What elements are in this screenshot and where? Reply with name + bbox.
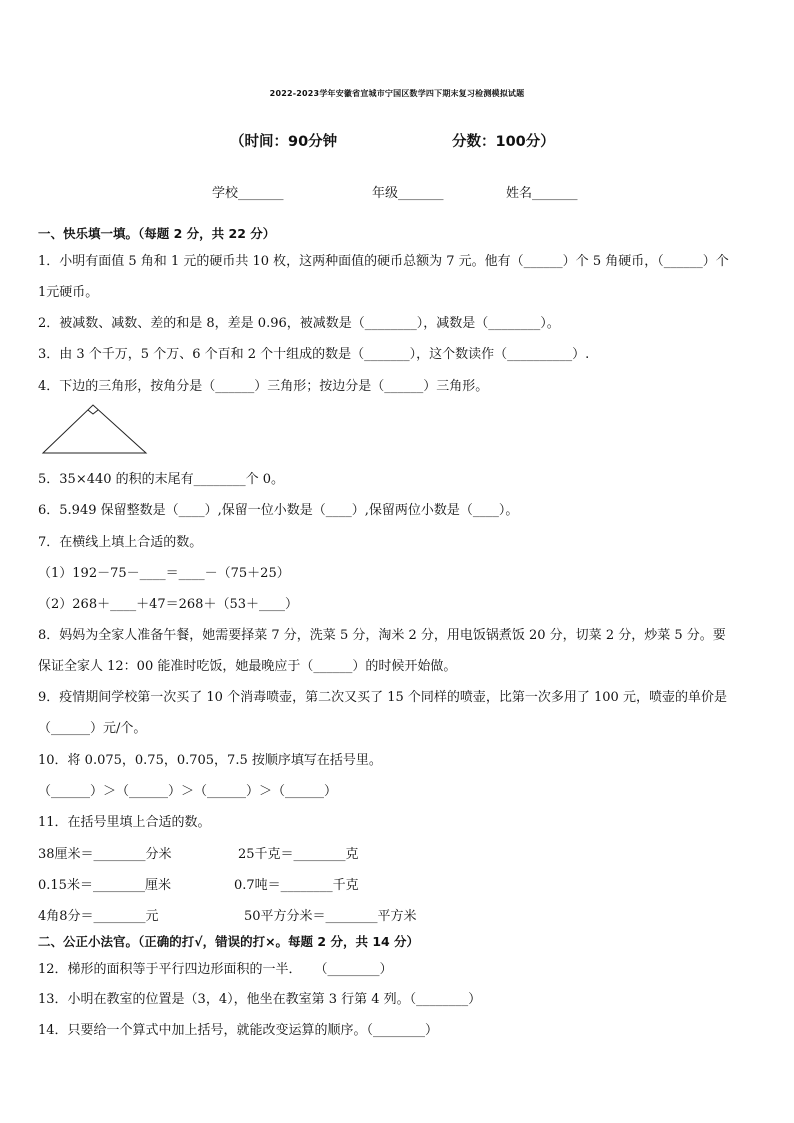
school-field: 学校_______ xyxy=(212,186,284,201)
question-6: 6．5.949 保留整数是（____）,保留一位小数是（____）,保留两位小数是（____）。 xyxy=(38,503,519,518)
question-11-item-3a: 4角8分＝________元 xyxy=(38,909,159,924)
question-11-item-2b: 0.7吨＝________千克 xyxy=(234,878,359,893)
question-13: 13．小明在教室的位置是（3，4），他坐在教室第 3 行第 4 列。（________） xyxy=(38,992,482,1007)
question-5: 5．35×440 的积的末尾有________个 0。 xyxy=(38,472,285,487)
question-14: 14．只要给一个算式中加上括号，就能改变运算的顺序。（________） xyxy=(38,1023,439,1038)
exam-time: （时间：90分钟 xyxy=(230,134,338,150)
section-1-heading: 一、快乐填一填。（每题 2 分，共 22 分） xyxy=(38,226,276,241)
grade-field: 年级_______ xyxy=(372,186,444,201)
question-12: 12．梯形的面积等于平行四边形面积的一半． （________） xyxy=(38,962,393,977)
page-title: 2022-2023学年安徽省宣城市宁国区数学四下期末复习检测模拟试题 xyxy=(269,89,525,98)
question-11-item-1b: 25千克＝________克 xyxy=(238,847,359,862)
question-9-line-1: 9．疫情期间学校第一次买了 10 个消毒喷壶，第二次又买了 15 个同样的喷壶，比第一次多用了 100 元，喷壶的单价是 xyxy=(38,690,727,705)
question-11-item-1a: 38厘米＝________分米 xyxy=(38,847,172,862)
question-11-item-2a: 0.15米＝________厘米 xyxy=(38,878,171,893)
question-8-line-1: 8．妈妈为全家人准备午餐，她需要择菜 7 分，洗菜 5 分，淘米 2 分，用电饭锅煮饭 20 分，切菜 2 分，炒菜 5 分。要 xyxy=(38,628,726,643)
question-8-line-2: 保证全家人 12：00 能准时吃饭，她最晚应于（______）的时候开始做。 xyxy=(38,659,457,674)
question-11-item-3b: 50平方分米＝________平方米 xyxy=(244,909,417,924)
question-4: 4．下边的三角形，按角分是（______）三角形；按边分是（______）三角形。 xyxy=(38,379,489,394)
question-7-part-1: （1）192－75－____＝____－（75＋25） xyxy=(38,566,290,581)
question-2: 2．被减数、减数、差的和是 8，差是 0.96，被减数是（________），减数是（________）。 xyxy=(38,316,560,331)
question-1-line-2: 1元硬币。 xyxy=(38,285,99,300)
question-3: 3．由 3 个千万，5 个万、6 个百和 2 个十组成的数是（_______），这个数读作（__________）. xyxy=(38,347,590,362)
question-10-blanks: （______）＞（______）＞（______）＞（______） xyxy=(38,784,338,799)
section-2-heading: 二、公正小法官。（正确的打√，错误的打×。每题 2 分，共 14 分） xyxy=(38,934,420,949)
exam-score: 分数：100分） xyxy=(452,134,555,150)
question-7-stem: 7．在横线上填上合适的数。 xyxy=(38,535,203,550)
question-7-part-2: （2）268＋____＋47＝268＋（53＋____） xyxy=(38,597,298,612)
question-9-line-2: （______）元/个。 xyxy=(38,721,147,736)
triangle-figure xyxy=(40,400,150,456)
name-field: 姓名_______ xyxy=(506,186,578,201)
question-11-stem: 11．在括号里填上合适的数。 xyxy=(38,815,211,830)
question-1-line-1: 1．小明有面值 5 角和 1 元的硬币共 10 枚，这两种面值的硬币总额为 7 元。他有（______）个 5 角硬币，（______）个 xyxy=(38,254,729,269)
question-10-stem: 10．将 0.075，0.75，0.705，7.5 按顺序填写在括号里。 xyxy=(38,753,382,768)
